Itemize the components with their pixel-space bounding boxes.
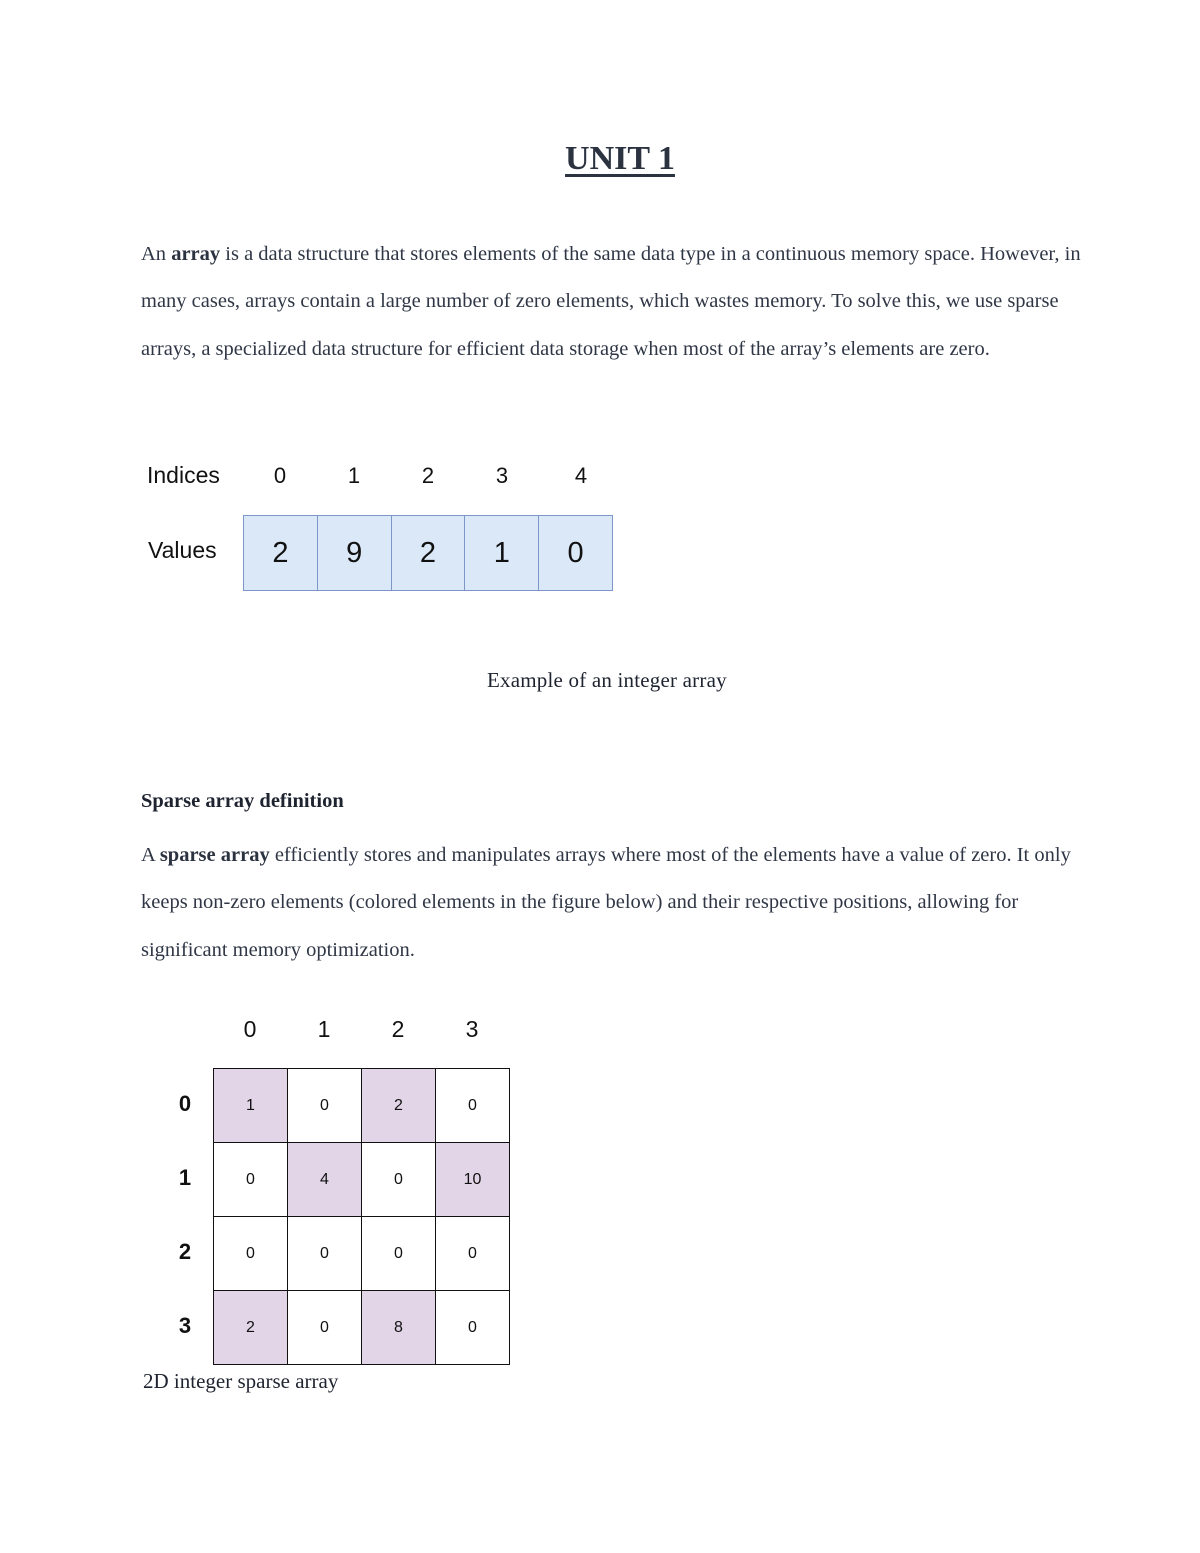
array-value-cell: 1 — [465, 516, 539, 590]
column-header: 1 — [317, 1016, 331, 1042]
array-index: 2 — [421, 463, 435, 488]
matrix-cell: 0 — [288, 1069, 362, 1143]
section-text: efficiently stores and manipulates arrays where most of the elements have a value of zero. It only keeps non-zero elements (colored elements in the figure below) and their respective positions, allowing for significant memory optimization. — [141, 844, 1071, 961]
matrix-cell: 0 — [436, 1069, 510, 1143]
array-value-cell: 0 — [539, 516, 612, 590]
intro-paragraph — [141, 231, 1101, 373]
values-label: Values — [148, 537, 217, 563]
figure2-caption: 2D integer sparse array — [143, 1369, 339, 1393]
matrix-cell: 0 — [436, 1291, 510, 1365]
array-index: 1 — [347, 463, 361, 488]
matrix-cell: 0 — [362, 1217, 436, 1291]
array-index: 0 — [273, 463, 287, 488]
section-heading: Sparse array definition — [141, 790, 344, 812]
matrix-cell: 0 — [362, 1143, 436, 1217]
array-index: 4 — [574, 463, 588, 488]
matrix-cell: 2 — [362, 1069, 436, 1143]
matrix-cell: 0 — [436, 1217, 510, 1291]
intro-prefix: An — [141, 243, 172, 265]
matrix-cell: 10 — [436, 1143, 510, 1217]
matrix-cell: 2 — [214, 1291, 288, 1365]
section-prefix: A — [141, 844, 160, 866]
matrix-cell: 4 — [288, 1143, 362, 1217]
sparse-matrix-grid — [213, 1068, 510, 1365]
column-header: 0 — [243, 1016, 257, 1042]
column-header: 2 — [391, 1016, 405, 1042]
array-value-cell: 2 — [392, 516, 466, 590]
row-header: 0 — [178, 1091, 192, 1116]
matrix-cell: 0 — [214, 1143, 288, 1217]
intro-text: is a data structure that stores elements of the same data type in a continuous memory space. However, in many cases, arrays contain a large number of zero elements, which wastes memory. To solve this, we use sparse arrays, a specialized data structure for efficient data storage when most of the array’s elements are zero. — [141, 243, 1081, 360]
intro-bold-term: array — [171, 243, 221, 265]
matrix-cell: 8 — [362, 1291, 436, 1365]
indices-label: Indices — [147, 462, 220, 488]
array-index: 3 — [495, 463, 509, 488]
row-header: 3 — [178, 1313, 192, 1338]
row-header: 2 — [178, 1239, 192, 1264]
array-value-cell: 9 — [318, 516, 392, 590]
section-bold-term: sparse array — [159, 844, 270, 866]
matrix-cell: 0 — [214, 1217, 288, 1291]
row-header: 1 — [178, 1165, 192, 1190]
figure1-caption: Example of an integer array — [487, 668, 727, 692]
matrix-cell: 1 — [214, 1069, 288, 1143]
array-value-cell: 2 — [244, 516, 318, 590]
matrix-cell: 0 — [288, 1217, 362, 1291]
matrix-cell: 0 — [288, 1291, 362, 1365]
column-header: 3 — [465, 1016, 479, 1042]
page-title: UNIT 1 — [565, 140, 675, 177]
array-values-row — [243, 515, 613, 591]
sparse-definition-paragraph — [141, 832, 1101, 974]
